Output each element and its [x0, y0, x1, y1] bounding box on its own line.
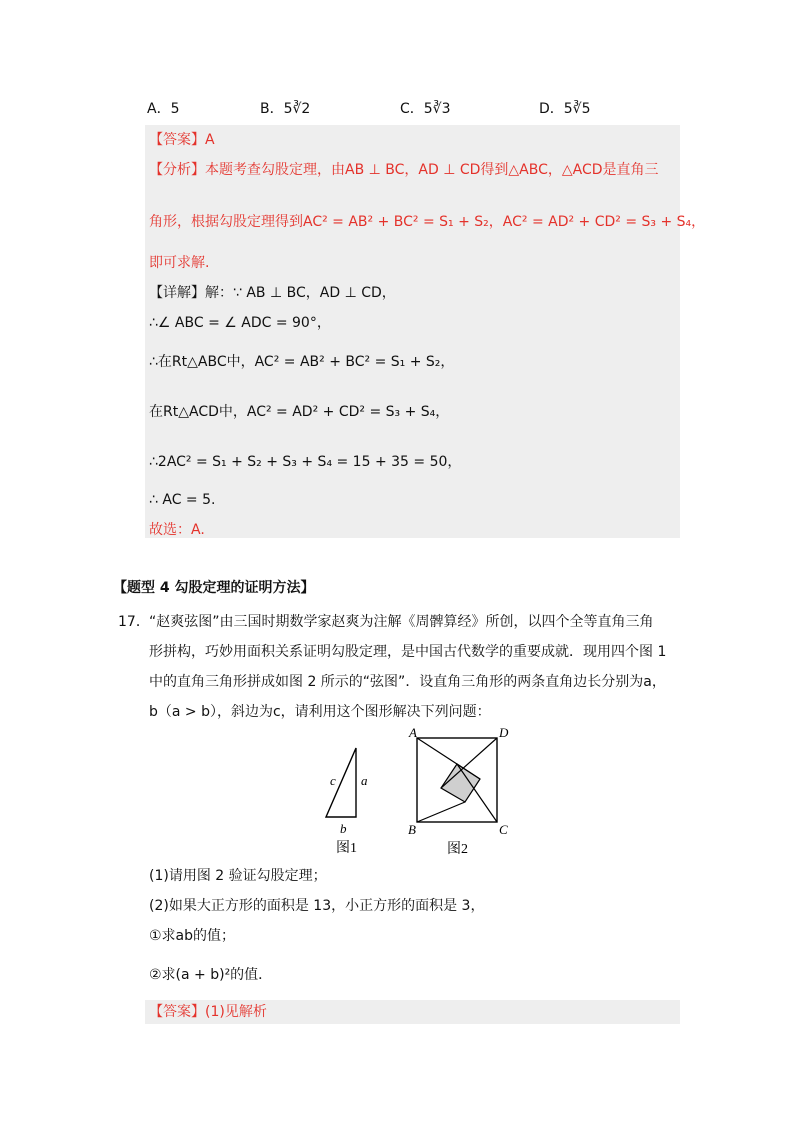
fig2-label-b: B	[408, 822, 416, 837]
analysis-line-3: 即可求解.	[149, 255, 210, 271]
question-line-4: b（a > b），斜边为c，请利用这个图形解决下列问题：	[149, 704, 491, 720]
analysis-line-1: 【分析】本题考查勾股定理，由AB ⊥ BC，AD ⊥ CD得到△ABC，△ACD是直角三	[149, 162, 659, 178]
detail-line-5: ∴2AC² = S₁ + S₂ + S₃ + S₄ = 15 + 35 = 50，	[149, 454, 462, 470]
detail-line-7: 故选：A.	[149, 522, 205, 538]
question-number: 17．	[118, 614, 150, 630]
sub-question-2: (2)如果大正方形的面积是 13，小正方形的面积是 3，	[149, 898, 485, 914]
detail-line-1: 【详解】解：∵ AB ⊥ BC，AD ⊥ CD，	[149, 285, 396, 301]
option-d: D．5∛5	[539, 101, 591, 117]
option-b: B．5∛2	[260, 101, 311, 117]
option-c: C．5∛3	[400, 101, 451, 117]
answer-line: 【答案】A	[149, 132, 215, 148]
sub-question-3: ①求ab的值；	[149, 928, 236, 944]
question-line-1: “赵爽弦图”由三国时期数学家赵爽为注解《周髀算经》所创，以四个全等直角三角	[149, 614, 654, 630]
fig2-label-d: D	[499, 728, 509, 740]
fig1-label-a: a	[361, 773, 368, 788]
fig1-label-c: c	[330, 773, 336, 788]
answer-2-line: 【答案】(1)见解析	[149, 1004, 267, 1020]
sub-question-4: ②求(a + b)²的值．	[149, 967, 273, 983]
section-heading: 【题型 4 勾股定理的证明方法】	[113, 580, 315, 596]
fig2-label-c: C	[499, 822, 508, 837]
detail-line-6: ∴ AC = 5.	[149, 492, 216, 508]
analysis-line-2: 角形，根据勾股定理得到AC² = AB² + BC² = S₁ + S₂，AC² = AD² + CD² = S₃ + S₄，	[149, 214, 706, 230]
detail-line-4: 在Rt△ACD中，AC² = AD² + CD² = S₃ + S₄，	[149, 404, 450, 420]
option-a: A．5	[147, 101, 180, 117]
fig1-caption: 图1	[336, 841, 357, 855]
fig2-caption: 图2	[447, 842, 468, 856]
figure-1-triangle	[320, 740, 380, 855]
detail-line-3: ∴在Rt△ABC中，AC² = AB² + BC² = S₁ + S₂，	[149, 354, 455, 370]
sub-question-1: (1)请用图 2 验证勾股定理；	[149, 868, 327, 884]
detail-line-2: ∴∠ ABC = ∠ ADC = 90°，	[149, 315, 331, 331]
question-line-2: 形拼构，巧妙用面积关系证明勾股定理，是中国古代数学的重要成就．现用四个图 1	[149, 644, 667, 660]
figure-2-xiantu	[405, 728, 515, 856]
question-line-3: 中的直角三角形拼成如图 2 所示的“弦图”．设直角三角形的两条直角边长分别为a，	[149, 674, 666, 690]
fig2-label-a: A	[409, 728, 417, 740]
fig1-label-b: b	[340, 821, 347, 836]
